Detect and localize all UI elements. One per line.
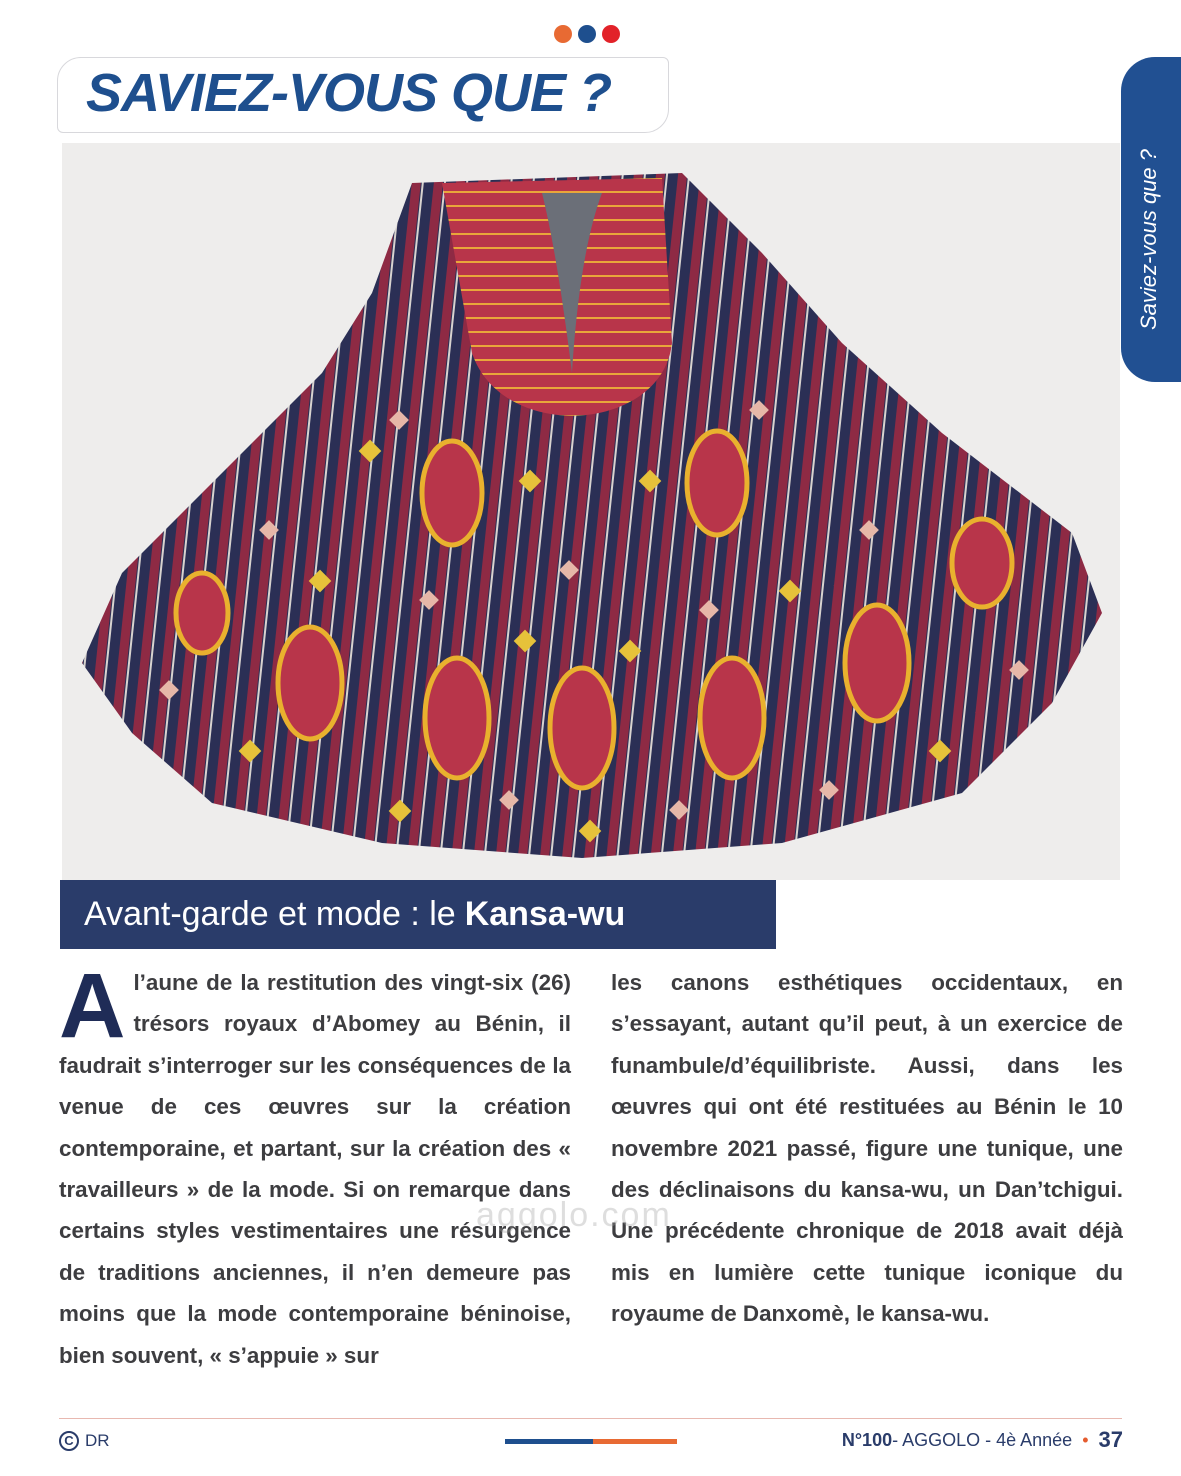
article-left-text: l’aune de la restitution des vingt-six (26) trésors royaux d’Abomey au Bénin, il faudrait s’interroger sur les conséquences de la venue de ces œuvres sur la création contemporaine, et partant, sur la création des « travailleurs » de la mode. Si on remarque dans certains styles vestimentaires une résurgence de traditions anciennes, il n’en demeure pas moins que la mode contemporaine béninoise, bien souvent, « s’appuie » sur	[59, 970, 571, 1368]
footer-bar-orange	[593, 1439, 677, 1444]
side-tab-label: Saviez-vous que ?	[1136, 149, 1161, 330]
tunic-illustration	[62, 143, 1120, 880]
article-right-text: les canons esthétiques occidentaux, en s’essayant, autant qu’il peut, à un exercice de funambule/d’équilibriste. Aussi, dans les œuvres qui ont été restituées au Bénin le 10 novembre 2021 passé, figure une tunique, une des déclinaisons du kansa-wu, un Dan’tchigui. Une précédente chronique de 2018 avait déjà mis en lumière cette tunique iconique du royaume de Danxomè, le kansa-wu.	[611, 970, 1123, 1327]
footer-bar-blue	[505, 1439, 593, 1444]
drop-cap: A	[59, 955, 126, 1057]
tunic-photo	[62, 143, 1120, 880]
photo-credit	[59, 1431, 110, 1451]
subtitle-text: Avant-garde et mode : le	[84, 895, 456, 933]
article-column-left	[59, 955, 571, 1376]
issue-details: - AGGOLO - 4è Année	[892, 1429, 1073, 1450]
decorative-dots	[554, 25, 620, 43]
watermark: aggolo.com	[476, 1196, 672, 1234]
issue-number: N°100	[841, 1429, 893, 1450]
credit-text: DR	[85, 1431, 110, 1450]
article-column-right	[611, 962, 1123, 1335]
subtitle-bold: Kansa-wu	[464, 895, 626, 933]
issue-info	[842, 1427, 1123, 1453]
footer-bullet: •	[1082, 1429, 1089, 1450]
page-title: SAVIEZ-VOUS QUE ?	[86, 63, 612, 123]
copyright-icon: C	[59, 1431, 79, 1451]
blue-dot	[578, 25, 596, 43]
page-number: 37	[1098, 1427, 1123, 1452]
orange-dot	[554, 25, 572, 43]
article-subtitle	[60, 880, 776, 949]
footer-divider	[59, 1418, 1122, 1419]
red-dot	[602, 25, 620, 43]
